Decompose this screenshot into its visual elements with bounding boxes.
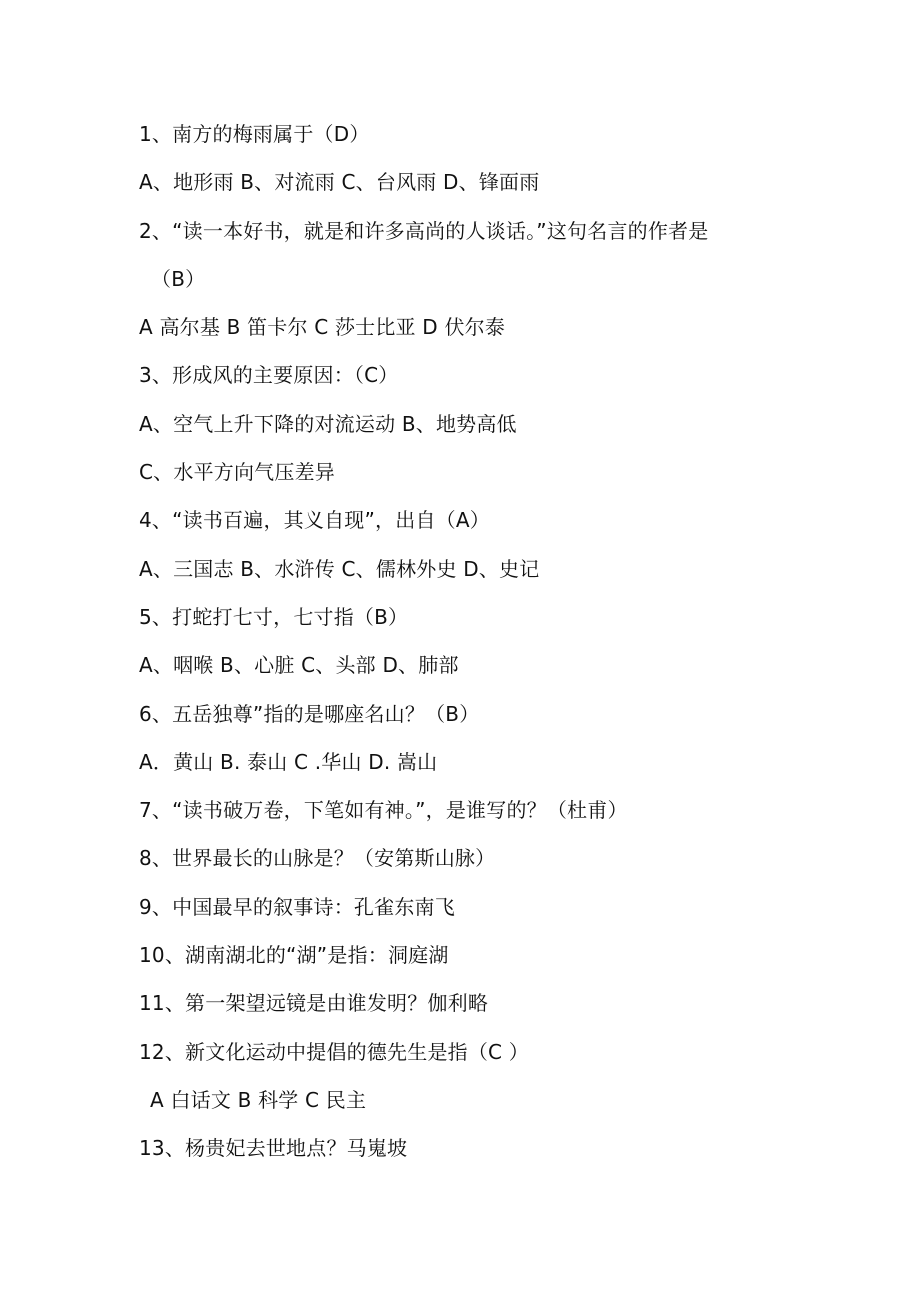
- question-2-options: A 高尔基 B 笛卡尔 C 莎士比亚 D 伏尔泰: [139, 315, 506, 340]
- question-12: 12、新文化运动中提倡的德先生是指（C ）: [139, 1039, 529, 1064]
- question-11: 11、第一架望远镜是由谁发明？伽利略: [139, 991, 489, 1016]
- question-1: 1、南方的梅雨属于（D）: [139, 122, 370, 146]
- question-6-options: A．黄山 B. 泰山 C .华山 D. 嵩山: [139, 749, 438, 774]
- question-5-options: A、咽喉 B、心脏 C、头部 D、肺部: [139, 653, 459, 678]
- question-13: 13、杨贵妃去世地点？马嵬坡: [139, 1136, 408, 1161]
- question-12-options: A 白话文 B 科学 C 民主: [150, 1087, 367, 1112]
- question-1-options: A、地形雨 B、对流雨 C、台风雨 D、锋面雨: [139, 170, 540, 195]
- question-4-options: A、三国志 B、水浒传 C、儒林外史 D、史记: [139, 556, 540, 581]
- question-2-answer: （B）: [151, 266, 206, 291]
- quiz-content: [139, 110, 759, 1173]
- question-3-option-c: C、水平方向气压差异: [139, 460, 335, 485]
- question-3: 3、形成风的主要原因：（C）: [139, 363, 399, 388]
- question-6: 6、五岳独尊”指的是哪座名山？（B）: [139, 701, 480, 726]
- question-3-options-a-b: A、空气上升下降的对流运动 B、地势高低: [139, 411, 517, 436]
- question-9: 9、中国最早的叙事诗：孔雀东南飞: [139, 894, 455, 919]
- question-4: 4、“读书百遍，其义自现”，出自（A）: [139, 508, 490, 533]
- question-8: 8、世界最长的山脉是？（安第斯山脉）: [139, 846, 496, 871]
- question-7: 7、“读书破万卷，下笔如有神。”，是谁写的？（杜甫）: [139, 798, 628, 823]
- question-5: 5、打蛇打七寸，七寸指（B）: [139, 604, 409, 629]
- question-2: 2、“读一本好书，就是和许多高尚的人谈话。”这句名言的作者是: [139, 218, 709, 243]
- question-10: 10、湖南湖北的“湖”是指：洞庭湖: [139, 943, 449, 968]
